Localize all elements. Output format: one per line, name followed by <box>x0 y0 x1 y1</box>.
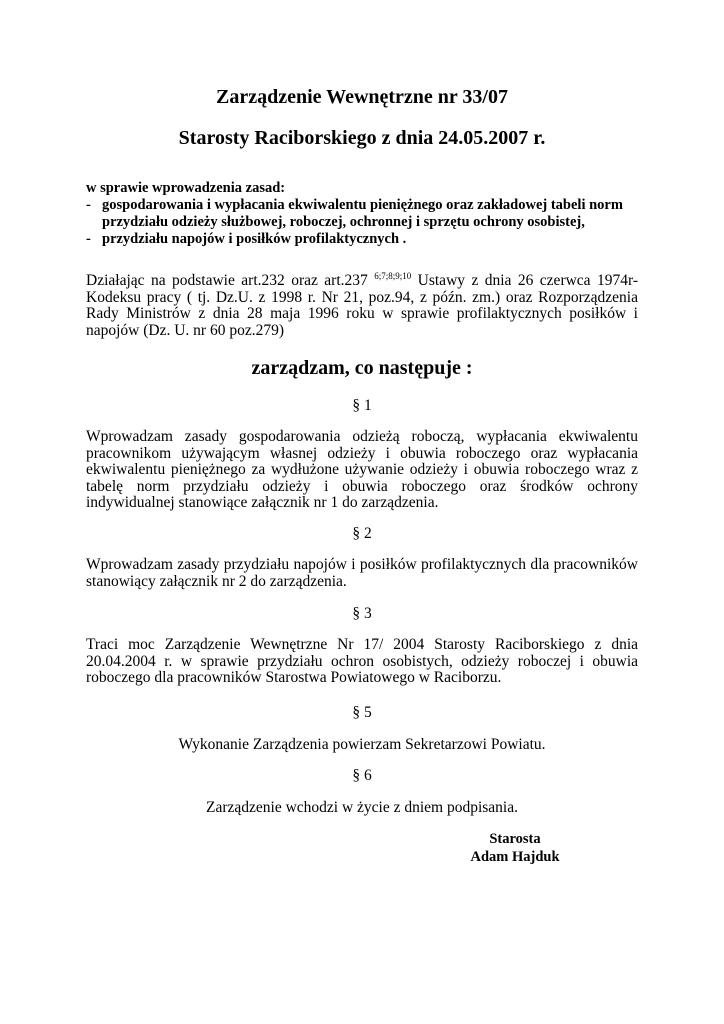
section-text: Traci moc Zarządzenie Wewnętrzne Nr 17/ 2004 Starosty Raciborskiego z dnia 20.04.2004 r. w sprawie przydziału ochron osobistych, odzieży roboczej i obuwia roboczego dla pracowników Starostwa Powiatowego w Raciborzu. <box>86 636 638 686</box>
section-mark: § 1 <box>352 397 372 414</box>
legal-basis-start: Działając na podstawie art.232 oraz art.237 <box>86 272 375 289</box>
document-issuer-date: Starosty Raciborskiego z dnia 24.05.2007 r. <box>178 127 546 149</box>
subject-item-text: gospodarowania i wypłacania ekwiwalentu pieniężnego oraz zakładowej tabeli norm przydziału odzieży służbowej, roboczej, ochronnej i sprzętu ochrony osobistej, <box>102 197 623 230</box>
legal-basis-paragraph <box>86 270 638 339</box>
section-mark: § 3 <box>352 605 372 622</box>
section-text: Wprowadzam zasady gospodarowania odzieżą roboczą, wypłacania ekwiwalentu pracownikom używającym własnej odzieży i obuwia roboczego oraz wypłacania ekwiwalentu pieniężnego za wydłużone używanie odzieży i obuwia roboczego wraz z tabelę norm przydziału odzieży i obuwia roboczego oraz środków ochrony indywidualnej stanowiące załącznik nr 1 do zarządzenia. <box>86 428 638 511</box>
subject-block <box>86 180 640 248</box>
section-text: Wykonanie Zarządzenia powierzam Sekretarzowi Powiatu. <box>178 736 546 753</box>
subject-item <box>86 231 640 248</box>
legal-basis-superscript: 6;7;8;9;10 <box>374 270 412 281</box>
subject-intro: w sprawie wprowadzenia zasad: <box>86 180 286 196</box>
decree-heading: zarządzam, co następuje : <box>251 357 473 379</box>
document-title: Zarządzenie Wewnętrzne nr 33/07 <box>216 86 508 108</box>
signature-name: Adam Hajduk <box>470 849 560 865</box>
legal-basis-end: Ustawy z dnia 26 czerwca 1974r-Kodeksu pracy ( tj. Dz.U. z 1998 r. Nr 21, poz.94, z późn. zm.) oraz Rozporządzenia Rady Ministrów z dnia 28 maja 1996 roku w sprawie profilaktycznych posiłków i napojów (Dz. U. nr 60 poz.279) <box>86 272 638 339</box>
section-mark: § 6 <box>352 767 372 784</box>
list-dash: - <box>86 197 91 213</box>
subject-item-text: przydziału napojów i posiłków profilaktycznych . <box>102 231 407 247</box>
section-mark: § 2 <box>352 525 372 542</box>
list-dash: - <box>86 231 91 247</box>
signature-title: Starosta <box>489 831 541 847</box>
subject-item <box>86 197 640 231</box>
section-text: Wprowadzam zasady przydziału napojów i posiłków profilaktycznych dla pracowników stanowiący załącznik nr 2 do zarządzenia. <box>86 556 638 590</box>
section-text: Zarządzenie wchodzi w życie z dniem podpisania. <box>205 799 518 816</box>
section-mark: § 5 <box>352 704 372 721</box>
